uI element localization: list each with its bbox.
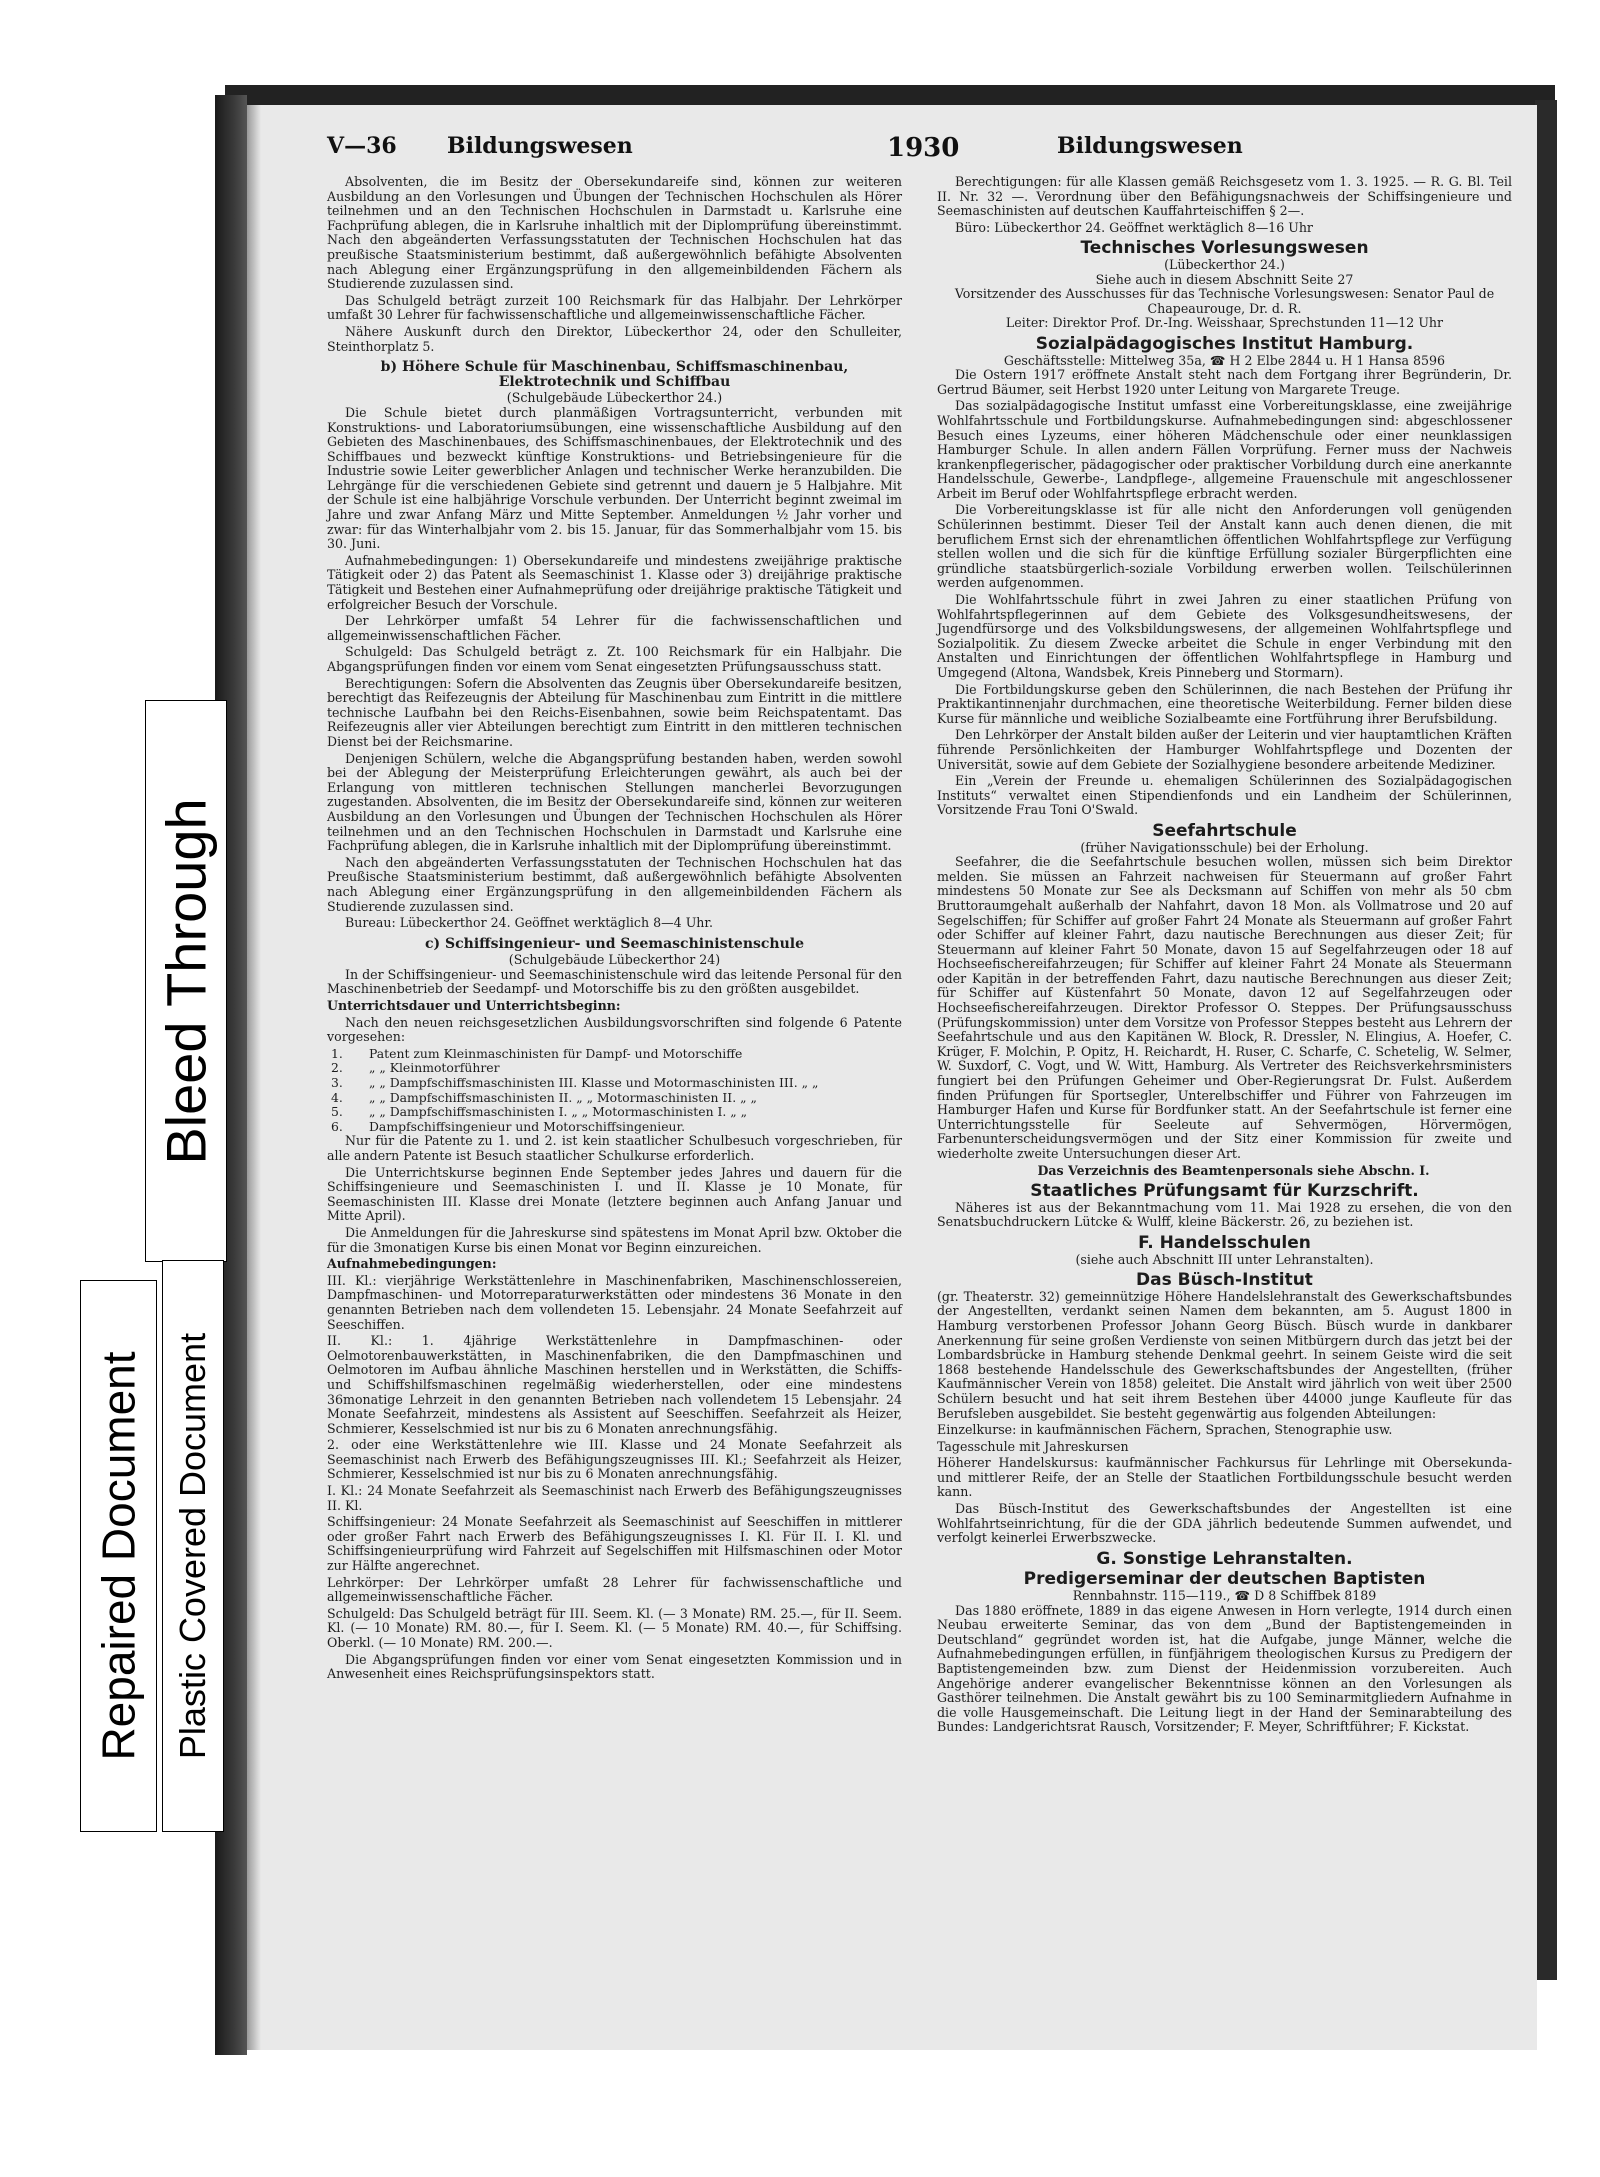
section-subtitle: (siehe auch Abschnitt III unter Lehranstalten). — [1075, 1251, 1374, 1267]
table-row — [327, 1061, 902, 1076]
paragraph: Das Schulgeld beträgt zurzeit 100 Reichsmark für das Halbjahr. Der Lehrkörper umfaßt 30 Lehrer für fachwissenschaftliche und allgemeinwissenschaftliche Fächer. — [327, 292, 902, 323]
paragraph: III. Kl.: vierjährige Werkstättenlehre in Maschinenfabriken, Maschinenschlossereien, Dampfmaschinen- und Motorreparaturwerkstätten oder mindestens 36 Monate in den genannten Betrieben nach dem vollendeten 15. Lebensjahr. 24 Monate Seefahrzeit auf Seeschiffen. — [327, 1272, 902, 1332]
section-title-buesch-institut: Das Büsch-Institut — [1136, 1270, 1313, 1291]
label-plastic-covered-document — [162, 1260, 224, 1832]
label-repaired-document — [80, 1280, 157, 1832]
section-b-title: b) Höhere Schule für Maschinenbau, Schiffsmaschinenbau, Elektrotechnik und Schiffbau — [380, 359, 849, 390]
patent-number: 6. — [331, 1118, 343, 1134]
paragraph: Höherer Handelskursus: kaufmännischer Fachkursus für Lehrlinge mit Obersekunda- und mittlerer Reife, der an Stelle der Staatlichen Fortbildungsschule besucht werden kann. — [937, 1455, 1512, 1500]
patent-number: 2. — [331, 1060, 343, 1076]
paragraph: Nach den neuen reichsgesetzlichen Ausbildungsvorschriften sind folgende 6 Patente vorgesehen: — [327, 1014, 902, 1045]
header-year: 1930 — [887, 133, 960, 163]
paragraph: Näheres ist aus der Bekanntmachung vom 11. Mai 1928 zu ersehen, die von den Senatsbuchdruckern Lütcke & Wulff, kleine Bäckerstr. 26, zu beziehen ist. — [937, 1199, 1512, 1230]
section-subtitle: Vorsitzender des Ausschusses für das Technische Vorlesungswesen: Senator Paul de Chapeaurouge, Dr. d. R. — [954, 286, 1495, 316]
paragraph: Die Wohlfahrtsschule führt in zwei Jahren zu einer staatlichen Prüfung von Wohlfahrtspflegerinnen auf dem Gebiete des Volksgesundheitswesens, der Jugendfürsorge und des Volksbildungswesens, der allgemeinen Wohlfahrtspflege und Sozialpolitik. Zu diesem Zwecke arbeitet die Schule in enger Verbindung mit den Anstalten und Einrichtungen der öffentlichen Wohlfahrtspflege in Hamburg und Umgegend (Altona, Wandsbek, Kreis Pinneberg und Stormarn). — [937, 592, 1512, 680]
paragraph: (gr. Theaterstr. 32) gemeinnützige Höhere Handelslehranstalt des Gewerkschaftsbundes der Angestellten, verdankt seinen Namen dem bekannten, am 5. August 1800 in Hamburg verstorbenen Professor Johann Georg Büsch. Büsch wurde in dankbarer Anerkennung für seine großen Verdienste von seinen Mitbürgern durch das jetzt bei der Lombardsbrücke in Hamburg stehende Denkmal geehrt. In seinem Geiste wird die seit 1868 bestehende Handelsschule des Gewerkschaftsbundes der Angestellten, (früher Kaufmännischer Verein von 1858) geleitet. Die Anstalt wird jährlich von weit über 2500 Schülern besucht und hat seit ihrem Bestehen über 44000 junge Kaufleute für das Berufsleben ausgebildet. Sie besteht gegenwärtig aus folgenden Abteilungen: — [937, 1288, 1512, 1421]
table-row — [327, 1120, 902, 1135]
paragraph: In der Schiffsingenieur- und Seemaschinistenschule wird das leitende Personal für den Maschinenbetrieb der Seedampf- und Motorschiffe bis zu den größten ausgebildet. — [327, 966, 902, 997]
paragraph: Die Fortbildungskurse geben den Schülerinnen, die nach Bestehen der Prüfung ihr Praktikantinnenjahr durchmachen, eine theoretische Weiterbildung. Ferner bilden diese Kurse für männliche und weibliche Sozialbeamte eine Fortführung ihrer Berufsbildung. — [937, 681, 1512, 726]
annotation-labels — [50, 700, 240, 1830]
paragraph: Die Ostern 1917 eröffnete Anstalt steht nach dem Fortgang ihrer Begründerin, Dr. Gertrud Bäumer, seit Herbst 1920 unter Leitung von Margarete Treuge. — [937, 367, 1512, 397]
section-b-address: (Schulgebäude Lübeckerthor 24.) — [506, 390, 723, 406]
paragraph: 2. oder eine Werkstättenlehre wie III. Klasse und 24 Monate Seefahrzeit als Seemaschinist nach Erwerb des Befähigungszeugnisses III. Kl.; Seefahrzeit als Heizer, Schmierer, Kesselschmied ist nur bis zu 6 Monaten anrechnungsfähig. — [327, 1437, 902, 1482]
paragraph: Das Büsch-Institut des Gewerkschaftsbundes der Angestellten ist eine Wohlfahrtseinrichtung, für die der GDA jährlich bedeutende Summen aufwendet, und verfolgt keinerlei Erwerbszwecke. — [937, 1501, 1512, 1546]
paragraph: Berechtigungen: Sofern die Absolventen das Zeugnis über Obersekundareife besitzen, berechtigt das Reifezeugnis der Abteilung für Maschinenbau zum Eintritt in die mittlere technische Laufbahn bei den Reichs-Eisenbahnen, sowie beim Reichspatentamt. Das Reifezeugnis aller vier Abteilungen berechtigt zum Eintritt in den mittleren technischen Dienst bei der Reichsmarine. — [327, 675, 902, 749]
header-right-title: Bildungswesen — [1057, 133, 1243, 159]
paragraph: Tagesschule mit Jahreskursen — [937, 1438, 1129, 1454]
patent-number: 3. — [331, 1075, 343, 1091]
section-c-address: (Schulgebäude Lübeckerthor 24) — [508, 952, 721, 968]
binding-shadow-right — [1535, 100, 1557, 1980]
document-page — [247, 105, 1537, 2050]
paragraph: II. Kl.: 1. 4jährige Werkstättenlehre in Dampfmaschinen- oder Oelmotorenbauwerkstätten, in Maschinenfabriken, die den Dampfmaschinen und Oelmotoren im Aufbau ähnliche Maschinen herstellen und in Werkstätten, die Schiffs- und Schiffshilfsmaschinen regelmäßig wiederherstellen, oder eine mindestens 36monatige Lehrzeit in den genannten Betrieben nach vollendetem 15 Lebensjahr. 24 Monate Seefahrzeit, mindestens als Assistent auf Seeschiffen. Seefahrzeit als Heizer, Schmierer, Kesselschmied ist nur bis zu 6 Monaten anrechnungsfähig. — [327, 1333, 902, 1436]
label-unterricht: Unterrichtsdauer und Unterrichtsbeginn: — [327, 998, 621, 1014]
paragraph: Schiffsingenieur: 24 Monate Seefahrzeit als Seemaschinist auf Seeschiffen in mittlerer oder großer Fahrt nach Erwerb des Befähigungszeugnisses I. Kl. Für II. I. Kl. und Schiffsingenieurprüfung wird Fahrzeit auf Segelschiffen mit Hilfsmaschinen oder Motor zur Hälfte angerechnet. — [327, 1514, 902, 1574]
table-row — [327, 1091, 902, 1106]
paragraph: Seefahrer, die die Seefahrtschule besuchen wollen, müssen sich beim Direktor melden. Sie müssen an Fahrzeit nachweisen für Steuermann auf großer Fahrt mindestens 50 Monate zur See als Decksmann auf Schiffen von mehr als 50 cbm Bruttoraumgehalt außerhalb der Nahfahrt, davon 18 Mon. als Vollmatrose und 20 auf Segelschiffen; für Schiffer auf großer Fahrt 24 Monate als Steuermann auf großer Fahrt oder Schiffer auf kleiner Fahrt, dazu nautische Berechnungen aus dieser Zeit; für Steuermann auf kleiner Fahrt 50 Monate, davon 15 auf Segelfahrzeugen oder 18 auf Hochseefischereifahrzeugen; für Schiffer auf kleiner Fahrt 24 Monate als Steuermann oder Kapitän in der betreffenden Fahrt, dazu nautische Berechnungen aus dieser Zeit; für Schiffer auf Küstenfahrt 50 Monate, davon 12 auf Segelfahrzeugen oder Hochseefischereifahrzeugen. Direktor Professor O. Steppes. Der Prüfungsausschuss (Prüfungskommission) unter dem Vorsitze von Professor Steppes besteht aus Lehrern der Seefahrtschule und aus den Kapitänen W. Block, R. Dressler, N. Elingius, A. Hoefer, C. Krüger, F. Molchin, P. Opitz, H. Reichardt, H. Ruser, C. Scharfe, C. Schetelig, W. Selmer, W. Suxdorf, C. Vogt, und W. Witt, Hamburg. Als Vertreter des Reichsverkehrsministers fungiert bei den Prüfungen Geheimer und Ober-Regierungsrat Dr. Fulst. Außerdem finden Prüfungen für Sportsegler, Unterelbschiffer und Führer von Fahrzeugen im Hamburger Hafen und Kurse für Bordfunker statt. An der Seefahrtschule ist ferner eine Unterrichtungsstelle für Seeleute auf Sehvermögen, Hörvermögen, Farbenunterscheidungsvermögen und der Sitz einer Kommission für zweite und wiederholte zweite Untersuchungen dieser Art. — [937, 854, 1512, 1161]
section-subtitle: Leiter: Direktor Prof. Dr.-Ing. Weisshaar, Sprechstunden 11—12 Uhr — [1005, 315, 1444, 331]
page-number: V—36 — [327, 133, 397, 159]
section-title-pruefungsamt: Staatliches Prüfungsamt für Kurzschrift. — [1030, 1181, 1419, 1202]
paragraph: Nach den abgeänderten Verfassungsstatuten der Technischen Hochschulen hat das Preußische Staatsministerium bestimmt, daß außergewöhnlich befähigte Absolventen nach Ablegung einer Ergänzungsprüfung in den allgemeinbildenden Fächern als Studierende zuzulassen sind. — [327, 854, 902, 914]
paragraph: Einzelkurse: in kaufmännischen Fächern, Sprachen, Stenographie usw. — [937, 1422, 1393, 1438]
right-column — [937, 175, 1512, 1737]
paragraph: Lehrkörper: Der Lehrkörper umfaßt 28 Lehrer für fachwissenschaftliche und allgemeinwissenschaftliche Fächer. — [327, 1574, 902, 1605]
page-header — [327, 133, 1497, 163]
paragraph: Ein „Verein der Freunde u. ehemaligen Schülerinnen des Sozialpädagogischen Instituts“ verwaltet einen Stipendienfonds und ein Landheim der Schülerinnen, Vorsitzende Frau Toni O'Swald. — [937, 773, 1512, 818]
patent-table — [327, 1047, 902, 1135]
paragraph: Nur für die Patente zu 1. und 2. ist kein staatlicher Schulbesuch vorgeschrieben, für alle andern Patente ist Besuch staatlicher Schulkurse erforderlich. — [327, 1133, 902, 1163]
section-title-technisches-vorlesungswesen: Technisches Vorlesungswesen — [1080, 238, 1369, 259]
section-title-sozialpaedagogisches-institut: Sozialpädagogisches Institut Hamburg. — [1035, 333, 1414, 354]
label-text: Repaired Document — [92, 1351, 145, 1761]
paragraph: Denjenigen Schülern, welche die Abgangsprüfung bestanden haben, werden sowohl bei der Ablegung der Meisterprüfung Erleichterungen gewährt, als auch bei der Erlangung von mittleren technischen Stellungen mancherlei Bevorzugungen zugestanden. Absolventen, die im Besitz der Obersekundareife sind, können zur weiteren Ausbildung an den Vorlesungen und Übungen der Technischen Hochschulen als Hörer teilnehmen und an den Technischen Hochschulen in Darmstadt und Karlsruhe eine Fachprüfung ablegen, die in Karlsruhe inhaltlich mit der Diplomprüfung übereinstimmt. — [327, 750, 902, 854]
paragraph: Die Vorbereitungsklasse ist für alle nicht den Anforderungen voll genügenden Schülerinnen bestimmt. Dieser Teil der Anstalt kann auch denen dienen, die mit beruflichem Ernst sich der ehrenamtlichen öffentlichen Wohlfahrtspflege zur Verfügung stellen wollen und die sich für die künftige Erfüllung sozialer Bürgerpflichten eine gründliche staatsbürgerlich-soziale Vorbildung erwerben wollen. Teilschülerinnen werden aufgenommen. — [937, 502, 1512, 591]
label-text: Plastic Covered Document — [172, 1332, 213, 1760]
left-column — [327, 175, 902, 1684]
table-row — [327, 1076, 902, 1091]
section-title-sonstige-lehranstalten: G. Sonstige Lehranstalten. — [1096, 1548, 1353, 1569]
patent-number: 1. — [331, 1045, 343, 1061]
section-subtitle: Siehe auch in diesem Abschnitt Seite 27 — [1095, 271, 1354, 287]
section-c-title: c) Schiffsingenieur- und Seemaschinistenschule — [424, 935, 805, 952]
section-title-seefahrtschule: Seefahrtschule — [1152, 820, 1297, 841]
paragraph: Den Lehrkörper der Anstalt bilden außer der Leiterin und vier hauptamtlichen Kräften führende Persönlichkeiten der Hamburger Wohlfahrtspflege und Dozenten der Universität, sowie auf dem Gebiete der Sozialhygiene besondere arbeitende Mediziner. — [937, 727, 1512, 772]
paragraph: Die Abgangsprüfungen finden vor einer vom Senat eingesetzten Kommission und in Anwesenheit eines Reichsprüfungsinspektors statt. — [327, 1651, 902, 1682]
paragraph: Schulgeld: Das Schulgeld beträgt z. Zt. 100 Reichsmark für ein Halbjahr. Die Abgangsprüfungen finden vor einem vom Senat eingesetzten Prüfungsausschuss statt. — [327, 644, 902, 674]
label-aufnahme: Aufnahmebedingungen: — [327, 1256, 497, 1272]
binding-shadow-top — [225, 85, 1555, 107]
section-title-predigerseminar: Predigerseminar der deutschen Baptisten — [1023, 1569, 1426, 1590]
table-row — [327, 1047, 902, 1062]
paragraph: Die Anmeldungen für die Jahreskurse sind spätestens im Monat April bzw. Oktober die für die 3monatigen Kurse bis einen Monat vor Beginn einzureichen. — [327, 1224, 902, 1255]
paragraph: Berechtigungen: für alle Klassen gemäß Reichsgesetz vom 1. 3. 1925. — R. G. Bl. Teil II. Nr. 32 —. Verordnung über den Befähigungsnachweis der Schiffsingenieure und Seemaschinisten auf deutschen Kauffahrteischiffen § 2—. — [937, 174, 1512, 219]
paragraph: Das 1880 eröffnete, 1889 in das eigene Anwesen in Horn verlegte, 1914 durch einen Neubau erweiterte Seminar, das von dem „Bund der Baptistengemeinden in Deutschland“ gegründet worden ist, hat die Aufgabe, junge Männer, welche die Aufnahmebedingungen erfüllen, in fünfjährigem theologischen Kursus zu Predigern der Baptistengemeinden bzw. zum Dienst der Heidenmission vorzubereiten. Auch Angehörige anderer evangelischer Bekenntnisse können an den Vorlesungen als Gasthörer teilnehmen. Die Anstalt gewährt bis zu 100 Seminarmitgliedern Aufnahme in die volle Hausgemeinschaft. Die Leitung liegt in der Hand der Seminarabteilung des Bundes: Landgerichtsrat Rausch, Vorsitzender; F. Meyer, Schriftführer; F. Kickstat. — [937, 1602, 1512, 1735]
paragraph: Schulgeld: Das Schulgeld beträgt für III. Seem. Kl. (— 3 Monate) RM. 25.—, für II. Seem. Kl. (— 10 Monate) RM. 80.—, für I. Seem. Kl. (— 5 Monate) RM. 40.—, für Schiffsing. Oberkl. (— 10 Monate) RM. 200.—. — [327, 1605, 902, 1650]
patent-text: Patent zum Kleinmaschinisten für Dampf- und Motorschiffe — [369, 1045, 743, 1061]
table-row — [327, 1105, 902, 1120]
page-edge — [247, 105, 261, 2050]
label-bleed-through — [145, 700, 227, 1262]
header-left-title: Bildungswesen — [447, 133, 633, 159]
section-subtitle: Geschäftsstelle: Mittelweg 35a, ☎ H 2 Elbe 2844 u. H 1 Hansa 8596 — [1003, 352, 1446, 368]
paragraph: Bureau: Lübeckerthor 24. Geöffnet werktäglich 8—4 Uhr. — [345, 915, 714, 931]
paragraph: Das sozialpädagogische Institut umfasst eine Vorbereitungsklasse, eine zweijährige Wohlfahrtsschule und Fortbildungskurse. Aufnahmebedingungen sind: abgeschlossener Besuch eines Lyzeums, einer höheren Mädchenschule oder einer neunklassigen Hamburger Schule. In allen andern Fällen Vorprüfung. Ferner muss der Nachweis krankenpflegerischer, pädagogischer oder praktischer Vorbildung durch eine anerkannte Handelsschule, Gewerbe-, Landpflege-, allgemeine Frauenschule mit angeschlossener Arbeit im Beruf oder Wohlfahrtspflege erbracht werden. — [937, 398, 1512, 501]
paragraph: Büro: Lübeckerthor 24. Geöffnet werktäglich 8—16 Uhr — [955, 219, 1313, 235]
patent-text: „ „ Kleinmotorführer — [369, 1060, 500, 1076]
section-subtitle: (früher Navigationsschule) bei der Erholung. — [1080, 839, 1369, 855]
patent-text: „ „ Dampfschiffsmaschinisten I. „ „ Motormaschinisten I. „ „ — [369, 1104, 748, 1120]
paragraph: Die Unterrichtskurse beginnen Ende September jedes Jahres und dauern für die Schiffsingenieure und Seemaschinisten I. und II. Klasse je 10 Monate, für Seemaschinisten III. Klasse drei Monate (letztere beginnen auch Anfang Januar und Mitte April). — [327, 1164, 902, 1224]
patent-number: 5. — [331, 1104, 343, 1120]
patent-text: „ „ Dampfschiffsmaschinisten II. „ „ Motormaschinisten II. „ „ — [369, 1089, 757, 1105]
paragraph: Das Verzeichnis des Beamtenpersonals siehe Abschn. I. — [1037, 1162, 1430, 1178]
patent-text: Dampfschiffsingenieur und Motorschiffsingenieur. — [369, 1118, 686, 1134]
paragraph: Aufnahmebedingungen: 1) Obersekundareife und mindestens zweijährige praktische Tätigkeit oder 2) das Patent als Seemaschinist 1. Klasse oder 3) dreijährige praktische Tätigkeit und Bestehen einer Aufnahmeprüfung oder dreijährige praktische Tätigkeit und erfolgreicher Besuch der Vorschule. — [327, 552, 902, 612]
paragraph: Nähere Auskunft durch den Direktor, Lübeckerthor 24, oder den Schulleiter, Steinthorplatz 5. — [327, 323, 902, 354]
section-subtitle: (Lübeckerthor 24.) — [1164, 256, 1285, 272]
section-subtitle: Rennbahnstr. 115—119., ☎ D 8 Schiffbek 8189 — [1072, 1588, 1377, 1604]
patent-text: „ „ Dampfschiffsmaschinisten III. Klasse und Motormaschinisten III. „ „ — [369, 1075, 819, 1091]
paragraph: Absolventen, die im Besitz der Obersekundareife sind, können zur weiteren Ausbildung an den Vorlesungen und Übungen der Technischen Hochschulen als Hörer teilnehmen und an den Technischen Hochschulen in Darmstadt u. Karlsruhe eine Fachprüfung ablegen, die in Karlsruhe inhaltlich mit der Diplomprüfung übereinstimmt. Nach den abgeänderten Verfassungsstatuten der Technischen Hochschulen hat das preußische Staatsministerium bestimmt, daß außergewöhnlich befähigte Absolventen nach Ablegung einer Ergänzungsprüfung in den allgemeinbildenden Fächern als Studierende zuzulassen sind. — [327, 174, 902, 292]
paragraph: Die Schule bietet durch planmäßigen Vortragsunterricht, verbunden mit Konstruktions- und Laboratoriumsübungen, eine wissenschaftliche Ausbildung auf den Gebieten des Maschinenbaues, des Schiffsmaschinenbaues, der Elektrotechnik und des Schiffbaues und bezweckt künftige Konstruktions- und Betriebsingenieure für die Industrie sowie Leiter gewerblicher Anlagen und technischer Werke heranzubilden. Die Lehrgänge für die verschiedenen Gebiete sind getrennt und dauern je 5 Halbjahre. Mit der Schule ist eine halbjährige Vorschule verbunden. Der Unterricht beginnt zweimal im Jahre und zwar Anfang März und Mitte September. Anmeldungen ½ Jahr vorher und zwar: für das Winterhalbjahr vom 2. bis 15. Januar, für das Sommerhalbjahr vom 15. bis 30. Juni. — [327, 404, 902, 552]
label-text: Bleed Through — [154, 797, 218, 1165]
paragraph: Der Lehrkörper umfaßt 54 Lehrer für die fachwissenschaftlichen und allgemeinwissenschaftlichen Fächer. — [327, 613, 902, 643]
section-title-handelsschulen: F. Handelsschulen — [1138, 1232, 1311, 1253]
paragraph: I. Kl.: 24 Monate Seefahrzeit als Seemaschinist nach Erwerb des Befähigungszeugnisses II. Kl. — [327, 1483, 902, 1513]
patent-number: 4. — [331, 1089, 343, 1105]
